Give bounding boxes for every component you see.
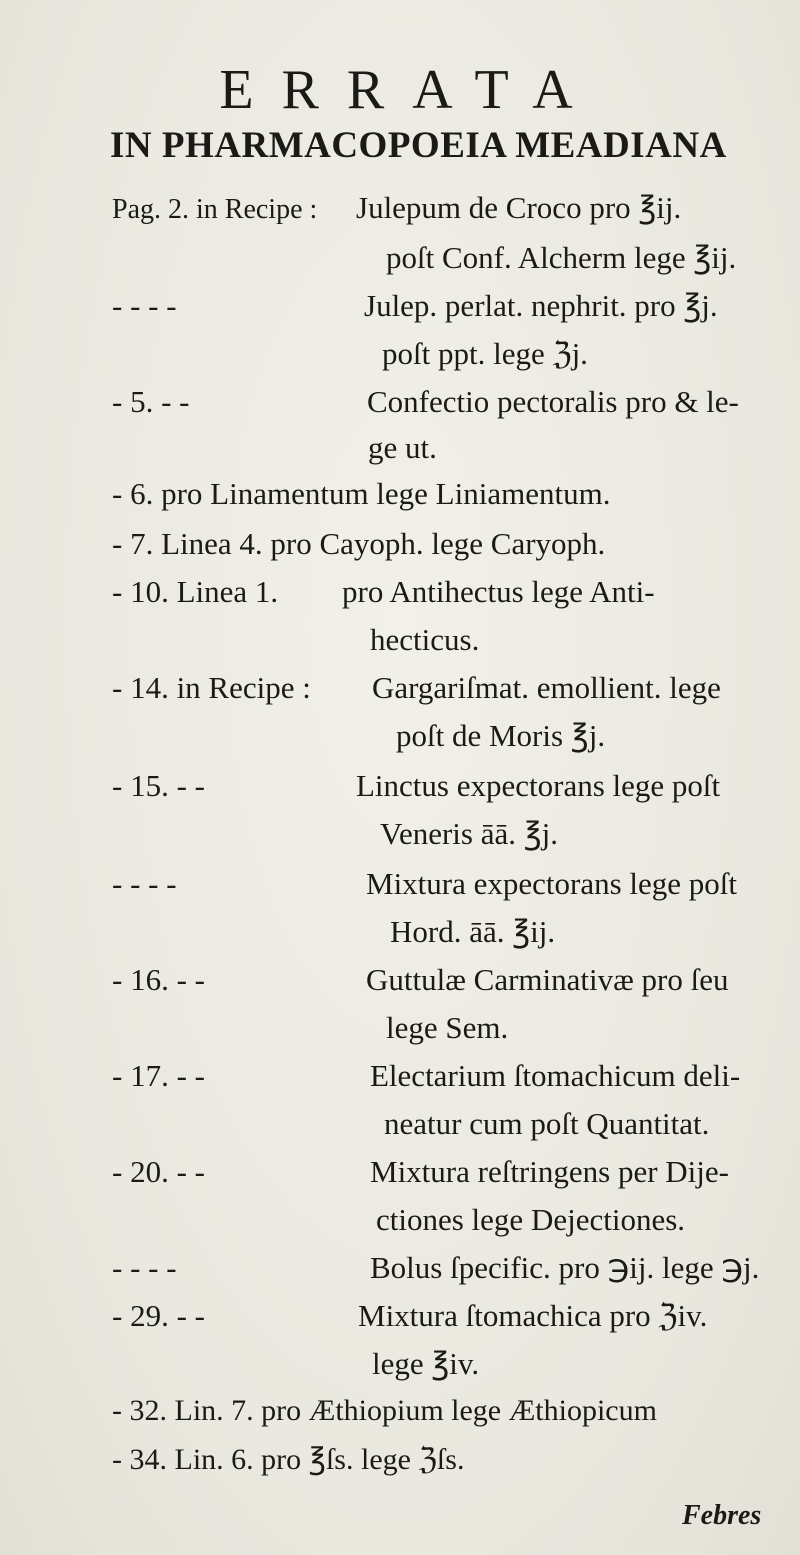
errata-line: [0, 718, 800, 762]
errata-line: [0, 1394, 800, 1438]
correction-continuation: poſt ppt. lege ℨj.: [382, 336, 588, 371]
page-reference: - - - -: [112, 288, 177, 323]
errata-line: [0, 384, 800, 428]
correction-continuation: neatur cum poſt Quantitat.: [384, 1106, 710, 1141]
correction-continuation: hecticus.: [370, 622, 480, 657]
correction-text: Julep. perlat. nephrit. pro ℥j.: [364, 288, 718, 323]
catchword: Febres: [682, 1500, 762, 1531]
page-reference: - 5. - -: [112, 384, 190, 419]
errata-line: [0, 768, 800, 812]
page-reference: Pag. 2. in Recipe :: [112, 194, 318, 225]
correction-text: Mixtura expectorans lege poſt: [366, 866, 738, 901]
correction-text: Mixtura ſtomachica pro ℨiv.: [358, 1298, 708, 1333]
errata-line: [0, 1058, 800, 1102]
correction-text: Julepum de Croco pro ℥ij.: [356, 190, 682, 225]
correction-continuation: ctiones lege Dejectiones.: [376, 1202, 686, 1237]
correction-text: pro Antihectus lege Anti-: [342, 574, 655, 609]
errata-line: [0, 1202, 800, 1246]
errata-line: [0, 816, 800, 860]
correction-text: Confectio pectoralis pro & le-: [367, 384, 739, 419]
errata-line: [0, 1346, 800, 1390]
errata-line: [0, 476, 800, 520]
page-reference: - 20. - -: [112, 1154, 205, 1189]
correction-line: - 32. Lin. 7. pro Æthiopium lege Æthiopicum: [112, 1394, 657, 1427]
page-reference: - 16. - -: [112, 962, 205, 997]
correction-continuation: lege Sem.: [386, 1010, 509, 1045]
errata-line: [0, 1442, 800, 1486]
errata-line: [0, 866, 800, 910]
correction-line: - 7. Linea 4. pro Cayoph. lege Caryoph.: [112, 526, 606, 561]
correction-text: Mixtura reſtringens per Dije-: [370, 1154, 729, 1189]
errata-line: [0, 574, 800, 618]
errata-line: [0, 622, 800, 666]
correction-continuation: Veneris āā. ℥j.: [380, 816, 559, 851]
page-title: ERRATA: [219, 59, 601, 121]
page-reference: - 14. in Recipe :: [112, 670, 311, 705]
correction-continuation: lege ℥iv.: [372, 1346, 480, 1381]
errata-line: [0, 430, 800, 474]
errata-line: [0, 1154, 800, 1198]
errata-line: [0, 1010, 800, 1054]
errata-line: [0, 336, 800, 380]
correction-line: - 6. pro Linamentum lege Liniamentum.: [112, 476, 611, 511]
correction-continuation: poſt de Moris ℥j.: [396, 718, 606, 753]
errata-line: [0, 1250, 800, 1294]
page-reference: - 15. - -: [112, 768, 205, 803]
errata-line: [0, 670, 800, 714]
correction-continuation: poſt Conf. Alcherm lege ℥ij.: [386, 240, 737, 275]
correction-line: - 34. Lin. 6. pro ℥ſs. lege ℨſs.: [112, 1443, 465, 1476]
correction-continuation: Hord. āā. ℥ij.: [390, 914, 556, 949]
errata-line: [0, 1106, 800, 1150]
errata-line: [0, 1298, 800, 1342]
errata-line: [0, 288, 800, 332]
errata-line: [0, 962, 800, 1006]
page-reference: - - - -: [112, 1250, 177, 1285]
correction-text: Gargariſmat. emollient. lege: [372, 670, 721, 705]
correction-text: Guttulæ Carminativæ pro ſeu: [366, 962, 729, 997]
page-reference: - 17. - -: [112, 1058, 205, 1093]
correction-continuation: ge ut.: [368, 430, 437, 465]
correction-text: Electarium ſtomachicum deli-: [370, 1058, 741, 1093]
page-reference: - - - -: [112, 866, 177, 901]
page-subtitle: IN PHARMACOPOEIA MEADIANA: [110, 125, 727, 166]
correction-text: Linctus expectorans lege poſt: [356, 768, 721, 803]
errata-line: [0, 914, 800, 958]
errata-line: [0, 526, 800, 570]
errata-line: [0, 240, 800, 284]
page-reference: - 10. Linea 1.: [112, 574, 279, 609]
errata-line: [0, 190, 800, 234]
correction-text: Bolus ſpecific. pro ℈ij. lege ℈j.: [370, 1250, 760, 1285]
page-reference: - 29. - -: [112, 1298, 205, 1333]
